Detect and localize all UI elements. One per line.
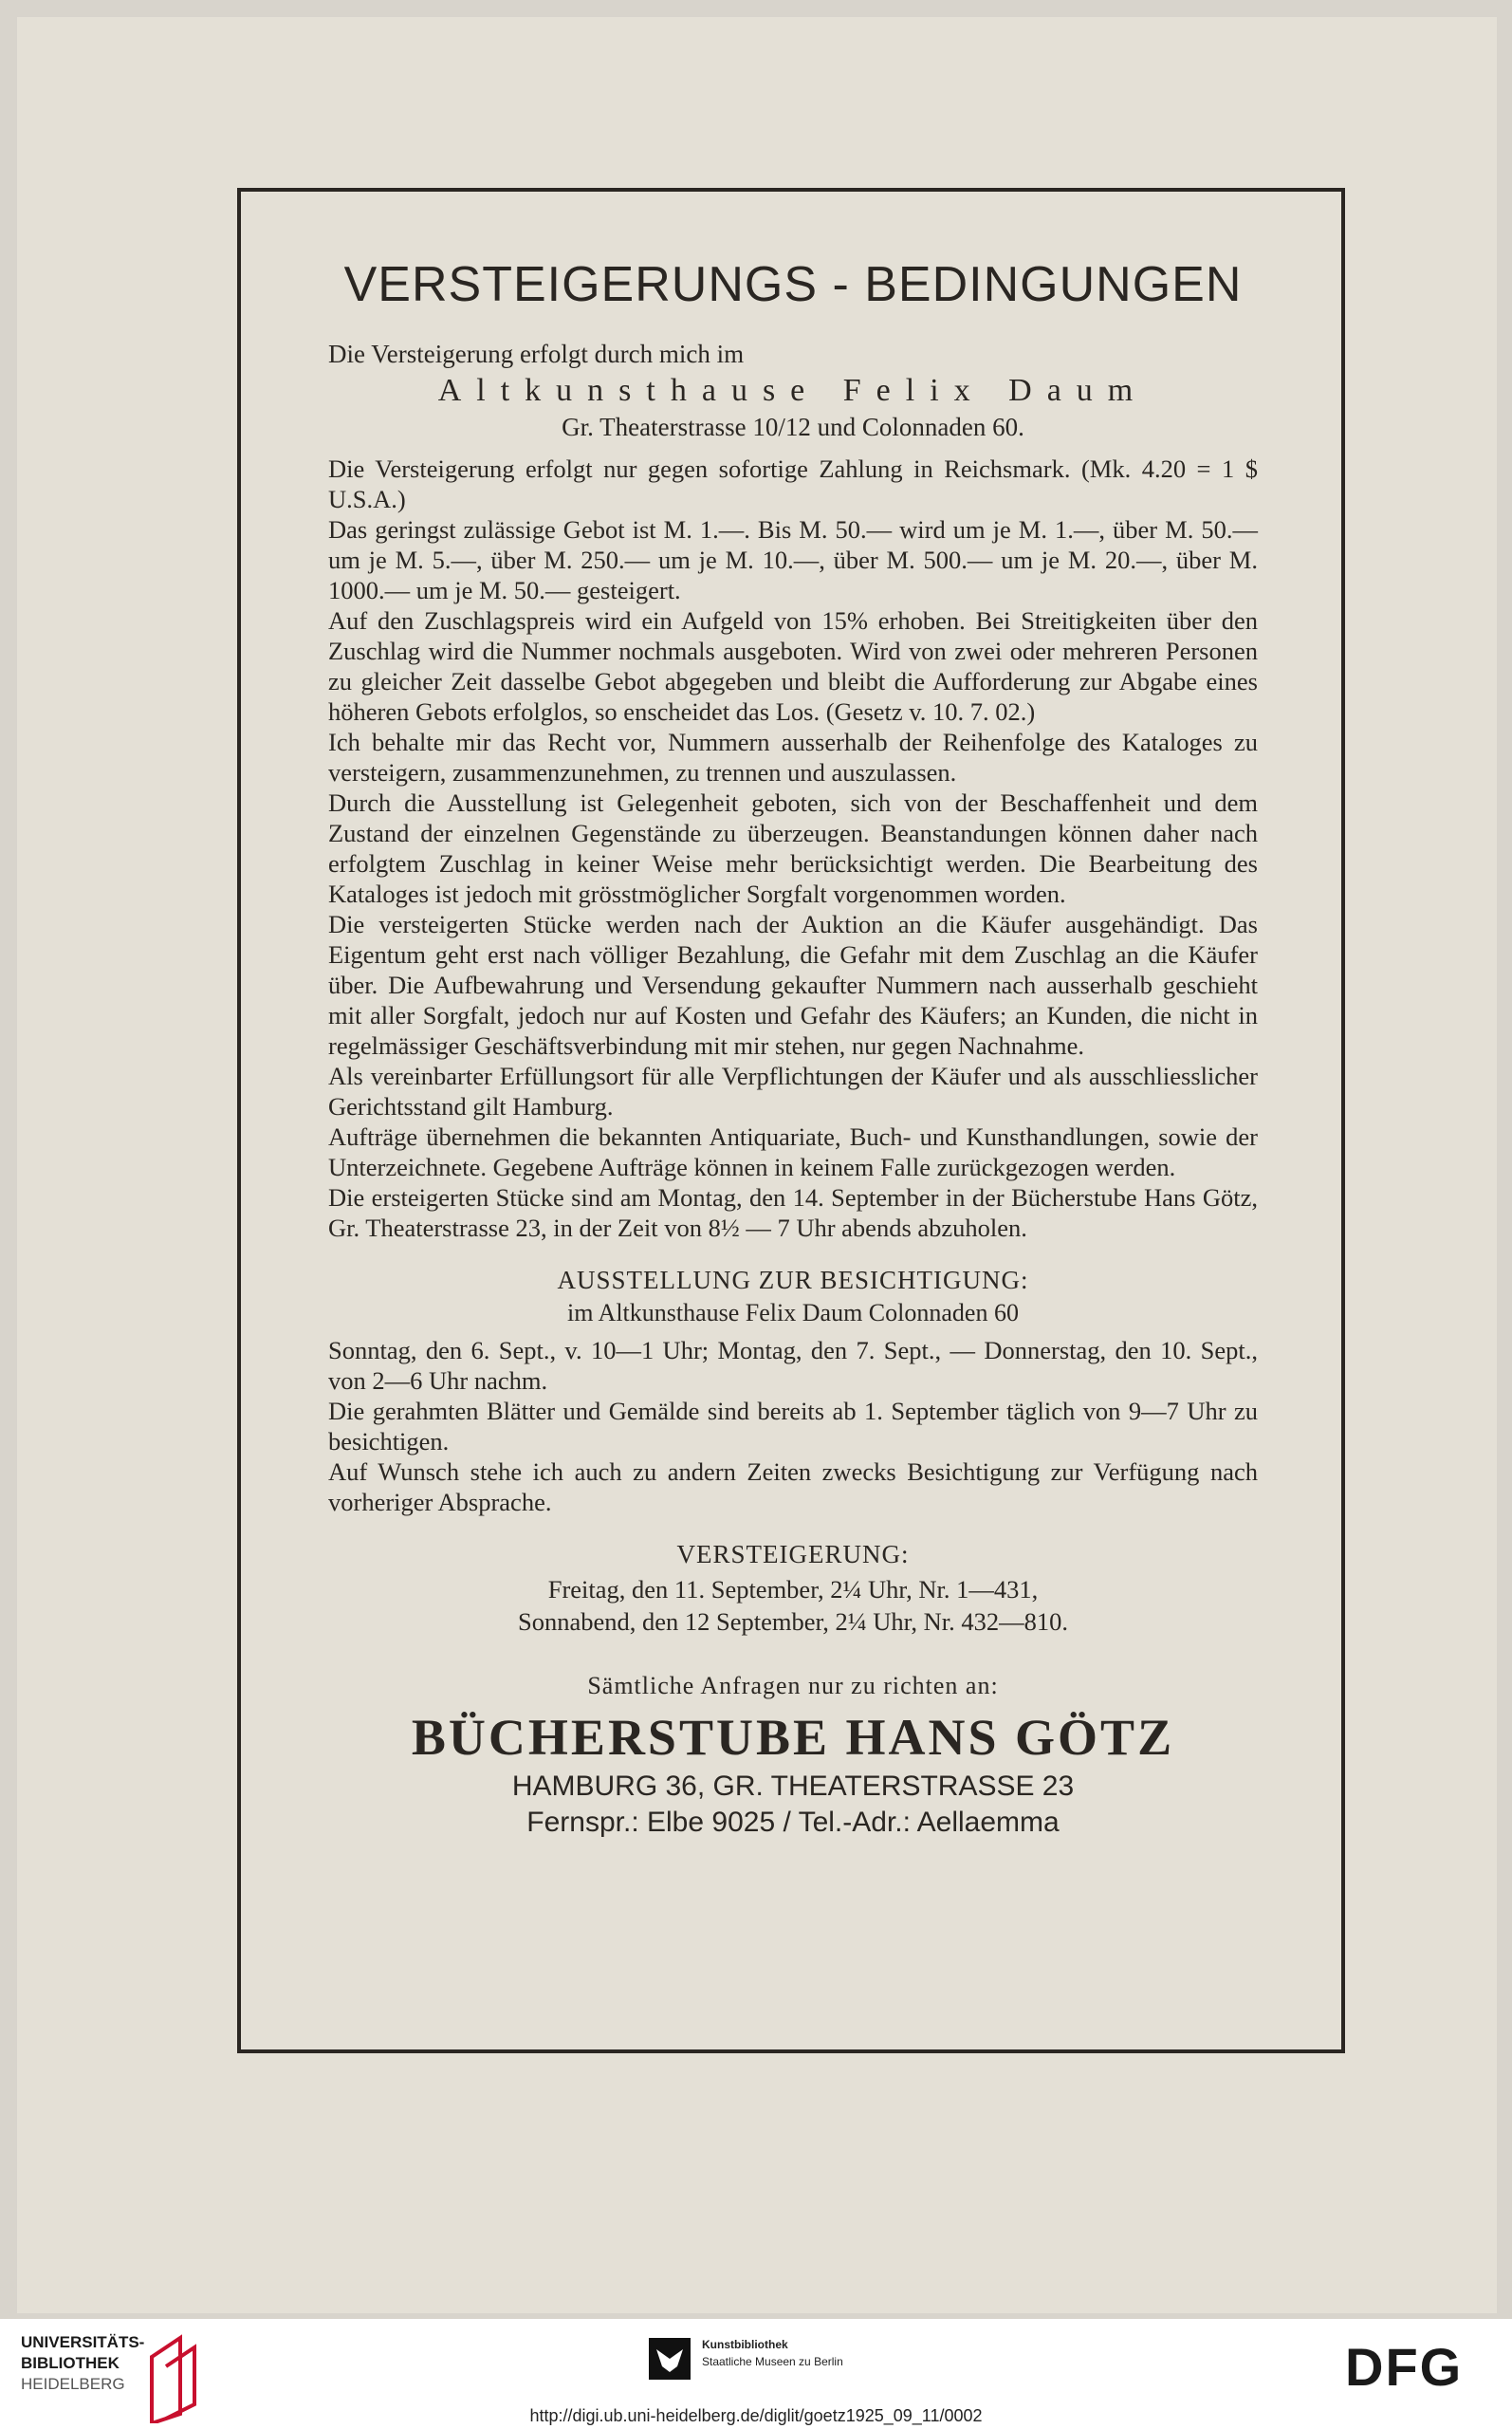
exhibition-heading: AUSSTELLUNG ZUR BESICHTIGUNG: [557, 1266, 1029, 1294]
ub-line: UNIVERSITÄTS- [21, 2333, 145, 2351]
exhibition-venue: im Altkunsthause Felix Daum Colonnaden 60 [567, 1299, 1019, 1326]
digitization-footer [0, 2319, 1512, 2429]
venue-address: Gr. Theaterstrasse 10/12 und Colonnaden 60. [562, 413, 1024, 441]
firm-phone: Fernspr.: Elbe 9025 / Tel.-Adr.: Aellaemma [526, 1807, 1060, 1838]
condition-paragraph: Aufträge übernehmen die bekannten Antiquariate, Buch- und Kunsthandlungen, sowie der Unterzeichnete. Gegebene Aufträge können in keinem Falle zurückgezogen werden. [328, 1122, 1258, 1181]
source-url[interactable]: http://digi.ub.uni-heidelberg.de/diglit/goetz1925_09_11/0002 [529, 2406, 983, 2425]
dfg-logo[interactable]: DFG [1345, 2337, 1464, 2397]
kunstbibliothek-text [702, 2336, 949, 2370]
condition-paragraph: Das geringst zulässige Gebot ist M. 1.—. Bis M. 50.— wird um je M. 1.—, über M. 50.— um je M. 5.—, über M. 250.— um je M. 10.—, über M. 500.— um je M. 20.—, über M. 1000.— um je M. 50.— gesteigert. [328, 515, 1258, 604]
contact-note: Sämtliche Anfragen nur zu richten an: [587, 1672, 999, 1699]
auction-date: Sonnabend, den 12 September, 2¼ Uhr, Nr. 432—810. [517, 1607, 1069, 1636]
exhibition-paragraph: Sonntag, den 6. Sept., v. 10—1 Uhr; Montag, den 7. Sept., — Donnerstag, den 10. Sept., von 2—6 Uhr nachm. [328, 1336, 1258, 1395]
kb-line: Staatliche Museen zu Berlin [702, 2355, 843, 2368]
auction-date: Freitag, den 11. September, 2¼ Uhr, Nr. 1—431, [547, 1575, 1039, 1604]
condition-paragraph: Auf den Zuschlagspreis wird ein Aufgeld von 15% erhoben. Bei Streitigkeiten über den Zuschlag wird die Nummer nochmals ausgeboten. Wird von zwei oder mehreren Personen zu gleicher Zeit dasselbe Gebot abgegeben und bleibt die Aufforderung zur Abgabe eines höheren Gebots erfolglos, so enscheidet das Los. (Gesetz v. 10. 7. 02.) [328, 606, 1258, 726]
conditions-content [328, 256, 1258, 1839]
kb-line: Kunstbibliothek [702, 2338, 788, 2351]
intro-text: Die Versteigerung erfolgt durch mich im [328, 340, 745, 368]
auction-heading: VERSTEIGERUNG: [676, 1540, 910, 1568]
firm-name: BÜCHERSTUBE HANS GÖTZ [411, 1709, 1175, 1766]
eagle-icon [649, 2338, 691, 2380]
firm-address: HAMBURG 36, GR. THEATERSTRASSE 23 [511, 1771, 1075, 1802]
ub-line: HEIDELBERG [21, 2375, 125, 2393]
condition-paragraph: Ich behalte mir das Recht vor, Nummern ausserhalb der Reihenfolge des Kataloges zu versteigern, zusammenzunehmen, zu trennen und auszulassen. [328, 728, 1258, 787]
condition-paragraph: Die ersteigerten Stücke sind am Montag, den 14. September in der Bücherstube Hans Götz, Gr. Theaterstrasse 23, in der Zeit von 8½ — 7 Uhr abends abzuholen. [328, 1183, 1258, 1242]
exhibition-paragraph: Die gerahmten Blätter und Gemälde sind bereits ab 1. September täglich von 9—7 Uhr zu besichtigen. [328, 1397, 1258, 1456]
exhibition-paragraph: Auf Wunsch stehe ich auch zu andern Zeiten zwecks Besichtigung zur Verfügung nach vorheriger Absprache. [328, 1457, 1258, 1516]
condition-paragraph: Durch die Ausstellung ist Gelegenheit geboten, sich von der Beschaffenheit und dem Zustand der einzelnen Gegenstände zu überzeugen. Beanstandungen können daher nach erfolgtem Zuschlag in keiner Weise mehr berücksichtigt werden. Die Bearbeitung des Kataloges ist jedoch mit grösstmöglicher Sorgfalt vorgenommen worden. [328, 788, 1258, 908]
condition-paragraph: Die versteigerten Stücke werden nach der Auktion an die Käufer ausgehändigt. Das Eigentum geht erst nach völliger Bezahlung, die Gefahr mit dem Zuschlag an die Käufer über. Die Aufbewahrung und Versendung gekaufter Nummern nach ausserhalb geschieht mit aller Sorgfalt, jedoch nur auf Kosten und Gefahr des Käufers; an Kunden, die nicht in regelmässiger Geschäftsverbindung mit mir stehen, nur gegen Nachnahme. [328, 910, 1258, 1060]
page-title: VERSTEIGERUNGS - BEDINGUNGEN [343, 257, 1243, 312]
condition-paragraph: Als vereinbarter Erfüllungsort für alle Verpflichtungen der Käufer und als ausschliesslicher Gerichtsstand gilt Hamburg. [328, 1062, 1258, 1121]
venue-name: Altkunsthause Felix Daum [437, 373, 1149, 408]
ub-heidelberg-logo[interactable] [21, 2332, 144, 2395]
ub-line: BIBLIOTHEK [21, 2354, 120, 2372]
condition-paragraph: Die Versteigerung erfolgt nur gegen sofortige Zahlung in Reichsmark. (Mk. 4.20 = 1 $ U.S.A.) [328, 454, 1258, 513]
